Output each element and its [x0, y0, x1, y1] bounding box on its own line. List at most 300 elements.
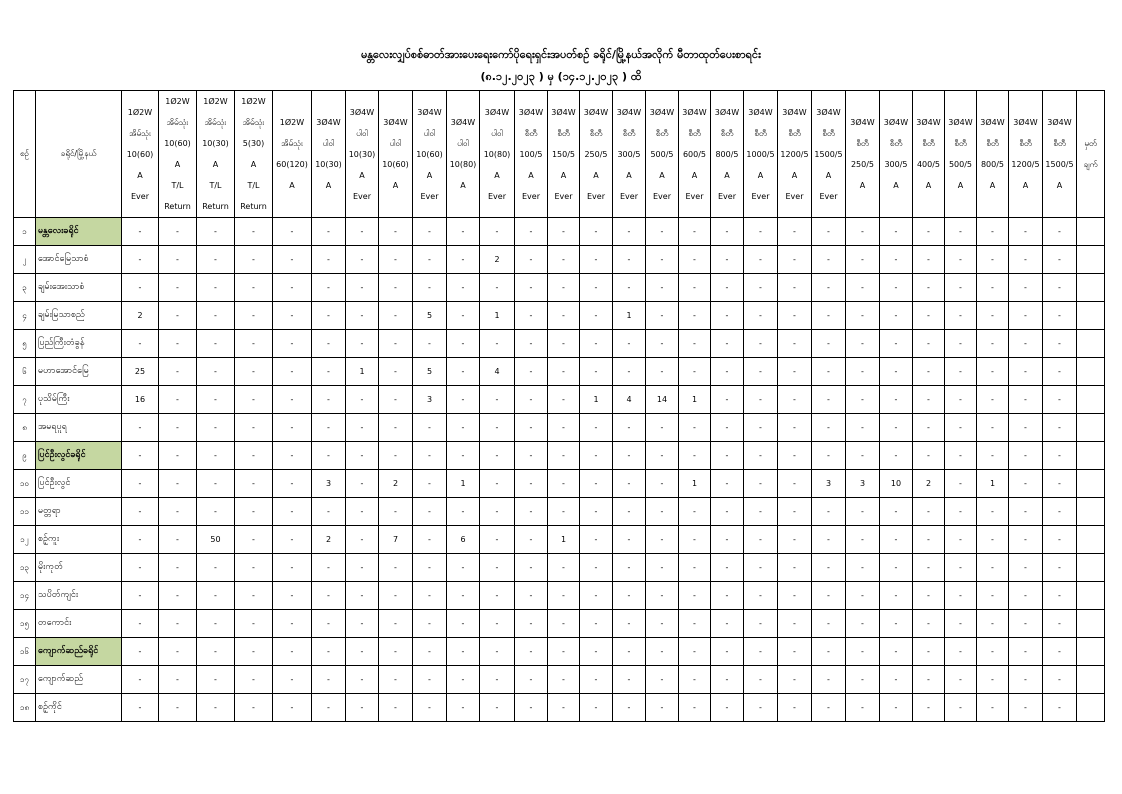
- header-line: Return: [202, 202, 229, 211]
- meter-count-cell: -: [480, 442, 515, 470]
- meter-count-cell: -: [945, 638, 977, 666]
- meter-count-cell: -: [744, 610, 778, 638]
- meter-count-cell: -: [346, 442, 379, 470]
- meter-count-cell: -: [447, 246, 480, 274]
- meter-count-cell: -: [744, 470, 778, 498]
- table-row: [14, 526, 1105, 554]
- meter-count-cell: -: [646, 218, 679, 246]
- meter-count-cell: -: [1009, 274, 1043, 302]
- meter-count-cell: -: [1043, 386, 1077, 414]
- meter-count-cell: -: [515, 526, 548, 554]
- header-line: 10(30): [315, 160, 342, 169]
- meter-count-cell: -: [945, 694, 977, 722]
- meter-count-cell: -: [379, 246, 413, 274]
- header-col-8: [379, 91, 413, 218]
- meter-count-cell: -: [679, 274, 711, 302]
- meter-count-cell: -: [515, 330, 548, 358]
- meter-count-cell: -: [945, 358, 977, 386]
- meter-count-cell: 1: [977, 470, 1009, 498]
- header-line: 1500/5: [814, 149, 843, 159]
- meter-count-cell: -: [480, 638, 515, 666]
- meter-count-cell: -: [379, 638, 413, 666]
- meter-count-cell: -: [580, 498, 613, 526]
- meter-count-cell: -: [744, 666, 778, 694]
- meter-count-cell: 1: [346, 358, 379, 386]
- meter-count-cell: -: [977, 582, 1009, 610]
- meter-count-cell: -: [346, 554, 379, 582]
- header-line: A: [359, 170, 365, 180]
- meter-count-cell: -: [159, 498, 197, 526]
- meter-count-cell: -: [646, 610, 679, 638]
- meter-count-cell: -: [122, 526, 159, 554]
- remark-cell: [1077, 218, 1105, 246]
- meter-count-cell: -: [913, 638, 945, 666]
- township-name: မတ္တရာ: [36, 498, 122, 526]
- meter-count-cell: -: [580, 330, 613, 358]
- header-line: အိမ်သုံး: [129, 128, 151, 138]
- meter-count-cell: -: [580, 526, 613, 554]
- meter-count-cell: -: [548, 442, 580, 470]
- meter-count-cell: -: [447, 554, 480, 582]
- meter-count-cell: -: [778, 470, 812, 498]
- header-line: A: [957, 181, 964, 190]
- row-sr: ၉: [14, 442, 36, 470]
- meter-count-cell: -: [515, 638, 548, 666]
- township-name: စဉ့်ကိုင်: [36, 694, 122, 722]
- meter-count-cell: -: [977, 610, 1009, 638]
- header-line: ချက်: [1083, 160, 1098, 169]
- meter-count-cell: -: [711, 274, 744, 302]
- meter-count-cell: -: [346, 330, 379, 358]
- table-row: [14, 218, 1105, 246]
- header-line: A: [1056, 181, 1063, 190]
- township-name: မိုးကုတ်: [36, 554, 122, 582]
- meter-count-cell: -: [235, 330, 273, 358]
- remark-cell: [1077, 582, 1105, 610]
- meter-count-cell: -: [197, 246, 235, 274]
- meter-count-cell: -: [778, 274, 812, 302]
- meter-count-cell: -: [846, 302, 880, 330]
- meter-count-cell: 50: [197, 526, 235, 554]
- header-line: Return: [240, 202, 267, 211]
- header-line: A: [528, 170, 534, 180]
- meter-count-cell: -: [846, 498, 880, 526]
- meter-count-cell: -: [778, 302, 812, 330]
- meter-count-cell: -: [447, 498, 480, 526]
- header-line: ပါဝါ: [356, 128, 368, 138]
- meter-count-cell: -: [413, 666, 447, 694]
- meter-count-cell: 1: [480, 302, 515, 330]
- meter-count-cell: -: [744, 414, 778, 442]
- meter-count-cell: -: [880, 414, 913, 442]
- header-name: ခရိုင်/မြို့နယ်: [36, 91, 122, 218]
- meter-count-cell: -: [312, 582, 346, 610]
- header-line: ပါဝါ: [457, 139, 469, 148]
- header-line: Ever: [353, 191, 371, 201]
- meter-count-cell: -: [711, 302, 744, 330]
- header-line: Ever: [522, 191, 540, 201]
- meter-count-cell: -: [235, 526, 273, 554]
- meter-count-cell: -: [515, 666, 548, 694]
- remark-cell: [1077, 246, 1105, 274]
- header-line: A: [659, 170, 665, 180]
- meter-count-cell: -: [679, 638, 711, 666]
- meter-count-cell: -: [846, 610, 880, 638]
- header-line: 10(60): [126, 149, 154, 159]
- header-line: A: [626, 170, 632, 180]
- meter-count-cell: -: [379, 358, 413, 386]
- header-line: Ever: [420, 191, 439, 201]
- meter-count-cell: -: [480, 610, 515, 638]
- header-line: 1Ø2W: [127, 107, 153, 117]
- meter-count-cell: -: [548, 498, 580, 526]
- header-line: 3Ø4W: [980, 118, 1005, 127]
- meter-count-cell: -: [977, 638, 1009, 666]
- meter-count-cell: -: [273, 638, 312, 666]
- meter-count-cell: 2: [122, 302, 159, 330]
- meter-count-cell: -: [447, 302, 480, 330]
- meter-count-cell: 4: [480, 358, 515, 386]
- meter-count-cell: -: [846, 666, 880, 694]
- meter-count-cell: -: [1009, 218, 1043, 246]
- meter-count-cell: -: [515, 414, 548, 442]
- header-line: A: [137, 170, 143, 180]
- meter-count-cell: -: [515, 442, 548, 470]
- meter-count-cell: 2: [379, 470, 413, 498]
- table-row: [14, 470, 1105, 498]
- meter-count-cell: -: [480, 386, 515, 414]
- header-line: A: [691, 170, 698, 180]
- meter-count-cell: -: [778, 666, 812, 694]
- header-line: 3Ø4W: [349, 107, 375, 117]
- header-line: 500/5: [948, 160, 973, 169]
- meter-count-cell: -: [977, 526, 1009, 554]
- meter-count-cell: -: [379, 694, 413, 722]
- meter-count-cell: -: [744, 498, 778, 526]
- header-col-5: [273, 91, 312, 218]
- meter-count-cell: -: [846, 274, 880, 302]
- meter-count-cell: -: [197, 386, 235, 414]
- meter-count-cell: -: [913, 302, 945, 330]
- meter-count-cell: 1: [679, 386, 711, 414]
- remark-cell: [1077, 666, 1105, 694]
- table-row: [14, 330, 1105, 358]
- meter-count-cell: -: [646, 302, 679, 330]
- meter-count-cell: -: [548, 554, 580, 582]
- meter-count-cell: -: [159, 582, 197, 610]
- meter-count-cell: -: [913, 610, 945, 638]
- meter-count-cell: -: [945, 218, 977, 246]
- meter-count-cell: -: [197, 302, 235, 330]
- meter-count-cell: -: [273, 666, 312, 694]
- meter-count-cell: -: [413, 610, 447, 638]
- header-line: 1200/5: [780, 149, 809, 159]
- meter-count-cell: -: [379, 330, 413, 358]
- meter-count-cell: -: [273, 274, 312, 302]
- meter-count-cell: -: [413, 694, 447, 722]
- remark-cell: [1077, 470, 1105, 498]
- meter-count-cell: -: [613, 554, 646, 582]
- meter-count-cell: -: [1009, 414, 1043, 442]
- meter-count-cell: -: [1043, 274, 1077, 302]
- meter-count-cell: -: [778, 498, 812, 526]
- meter-count-cell: -: [447, 610, 480, 638]
- header-line: အိမ်သုံး: [204, 118, 227, 127]
- header-line: A: [859, 181, 866, 190]
- meter-count-cell: -: [913, 274, 945, 302]
- meter-count-cell: -: [122, 610, 159, 638]
- meter-count-cell: -: [122, 414, 159, 442]
- header-line: T/L: [171, 181, 184, 190]
- meter-count-cell: -: [480, 694, 515, 722]
- meter-count-cell: -: [312, 218, 346, 246]
- meter-table: [13, 90, 1105, 722]
- meter-count-cell: -: [945, 386, 977, 414]
- meter-count-cell: -: [913, 386, 945, 414]
- meter-count-cell: -: [977, 694, 1009, 722]
- header-col-9: [413, 91, 447, 218]
- meter-count-cell: -: [548, 246, 580, 274]
- meter-count-cell: -: [1009, 526, 1043, 554]
- meter-count-cell: -: [273, 470, 312, 498]
- meter-count-cell: -: [379, 414, 413, 442]
- meter-count-cell: -: [945, 610, 977, 638]
- meter-count-cell: -: [646, 582, 679, 610]
- meter-count-cell: -: [812, 610, 846, 638]
- header-col-7: [346, 91, 379, 218]
- meter-count-cell: -: [945, 582, 977, 610]
- meter-count-cell: -: [548, 358, 580, 386]
- meter-count-cell: -: [235, 246, 273, 274]
- table-row: [14, 246, 1105, 274]
- meter-count-cell: -: [613, 610, 646, 638]
- header-line: 1Ø2W: [279, 118, 305, 127]
- meter-count-cell: -: [846, 330, 880, 358]
- meter-count-cell: -: [197, 358, 235, 386]
- meter-count-cell: -: [1043, 442, 1077, 470]
- meter-count-cell: -: [159, 274, 197, 302]
- meter-count-cell: -: [122, 246, 159, 274]
- township-name: သပိတ်ကျင်း: [36, 582, 122, 610]
- header-line: 3Ø4W: [616, 107, 642, 117]
- meter-count-cell: -: [812, 582, 846, 610]
- meter-count-cell: -: [711, 582, 744, 610]
- meter-count-cell: -: [159, 218, 197, 246]
- meter-count-cell: -: [711, 218, 744, 246]
- meter-count-cell: -: [711, 694, 744, 722]
- meter-count-cell: -: [580, 246, 613, 274]
- meter-count-cell: -: [613, 498, 646, 526]
- remark-cell: [1077, 554, 1105, 582]
- meter-count-cell: -: [646, 498, 679, 526]
- header-col-15: [613, 91, 646, 218]
- meter-count-cell: -: [1009, 638, 1043, 666]
- header-line: ပါဝါ: [322, 139, 335, 148]
- header-col-10: [447, 91, 480, 218]
- meter-count-cell: -: [977, 358, 1009, 386]
- meter-count-cell: -: [646, 526, 679, 554]
- meter-count-cell: -: [159, 638, 197, 666]
- meter-count-cell: -: [613, 526, 646, 554]
- meter-count-cell: -: [812, 694, 846, 722]
- meter-count-cell: -: [159, 666, 197, 694]
- meter-count-cell: -: [273, 302, 312, 330]
- meter-count-cell: -: [711, 526, 744, 554]
- meter-count-cell: -: [1009, 666, 1043, 694]
- header-line: A: [460, 181, 466, 190]
- meter-count-cell: -: [515, 498, 548, 526]
- header-line: 10(60): [382, 160, 409, 169]
- meter-count-cell: 6: [447, 526, 480, 554]
- header-line: Ever: [751, 191, 770, 201]
- meter-count-cell: -: [1009, 694, 1043, 722]
- meter-count-cell: -: [515, 554, 548, 582]
- header-line: Ever: [718, 191, 736, 201]
- header-line: 3Ø4W: [518, 107, 544, 117]
- meter-count-cell: 1: [679, 470, 711, 498]
- meter-count-cell: 14: [646, 386, 679, 414]
- meter-count-cell: -: [312, 554, 346, 582]
- table-row: [14, 694, 1105, 722]
- meter-count-cell: -: [679, 526, 711, 554]
- header-line: 3Ø4W: [1047, 118, 1072, 127]
- meter-count-cell: -: [235, 694, 273, 722]
- meter-count-cell: -: [515, 246, 548, 274]
- meter-count-cell: -: [679, 302, 711, 330]
- header-line: စီတီ: [856, 139, 869, 148]
- header-col-27: [1009, 91, 1043, 218]
- meter-count-cell: -: [880, 358, 913, 386]
- header-line: စီတီ: [720, 128, 734, 138]
- meter-count-cell: -: [646, 330, 679, 358]
- meter-count-cell: -: [346, 526, 379, 554]
- meter-count-cell: -: [548, 470, 580, 498]
- meter-count-cell: -: [515, 694, 548, 722]
- header-line: 250/5: [584, 149, 608, 159]
- meter-count-cell: -: [880, 554, 913, 582]
- meter-count-cell: -: [413, 582, 447, 610]
- meter-count-cell: -: [197, 554, 235, 582]
- meter-count-cell: -: [711, 246, 744, 274]
- table-row: [14, 358, 1105, 386]
- meter-count-cell: -: [744, 694, 778, 722]
- meter-count-cell: -: [548, 582, 580, 610]
- remark-cell: [1077, 386, 1105, 414]
- meter-count-cell: -: [159, 302, 197, 330]
- meter-count-cell: -: [778, 330, 812, 358]
- meter-count-cell: -: [711, 498, 744, 526]
- meter-count-cell: -: [846, 442, 880, 470]
- meter-count-cell: -: [312, 358, 346, 386]
- meter-count-cell: -: [880, 302, 913, 330]
- meter-count-cell: -: [679, 330, 711, 358]
- header-line: Ever: [554, 191, 573, 201]
- header-line: ပါဝါ: [389, 139, 402, 148]
- header-line: 100/5: [519, 149, 543, 159]
- header-line: Ever: [685, 191, 704, 201]
- header-line: စီတီ: [889, 139, 903, 148]
- meter-count-cell: -: [711, 554, 744, 582]
- meter-count-cell: -: [273, 610, 312, 638]
- meter-count-cell: -: [880, 498, 913, 526]
- meter-count-cell: -: [778, 582, 812, 610]
- meter-count-cell: -: [480, 330, 515, 358]
- meter-count-cell: -: [744, 638, 778, 666]
- row-sr: ၃: [14, 274, 36, 302]
- meter-count-cell: -: [447, 638, 480, 666]
- header-line: စီတီ: [986, 139, 999, 148]
- meter-count-cell: -: [1009, 554, 1043, 582]
- header-line: စီတီ: [524, 128, 538, 138]
- header-line: A: [426, 170, 433, 180]
- meter-count-cell: -: [913, 330, 945, 358]
- meter-count-cell: -: [379, 498, 413, 526]
- meter-count-cell: -: [778, 414, 812, 442]
- meter-count-cell: -: [1009, 610, 1043, 638]
- meter-count-cell: -: [548, 218, 580, 246]
- remark-cell: [1077, 358, 1105, 386]
- header-line: Return: [164, 202, 191, 211]
- header-col-1: [122, 91, 159, 218]
- meter-count-cell: -: [913, 414, 945, 442]
- meter-count-cell: -: [480, 526, 515, 554]
- meter-count-cell: -: [1043, 610, 1077, 638]
- meter-count-cell: -: [744, 358, 778, 386]
- header-line: A: [825, 170, 832, 180]
- township-name: ပြင်ဦးလွင်: [36, 470, 122, 498]
- meter-count-cell: -: [379, 610, 413, 638]
- header-line: 250/5: [850, 160, 875, 169]
- header-col-17: [679, 91, 711, 218]
- meter-count-cell: -: [447, 274, 480, 302]
- meter-count-cell: -: [846, 638, 880, 666]
- meter-count-cell: -: [613, 694, 646, 722]
- meter-count-cell: -: [515, 470, 548, 498]
- meter-count-cell: -: [1043, 414, 1077, 442]
- meter-count-cell: -: [548, 414, 580, 442]
- meter-count-cell: -: [913, 246, 945, 274]
- meter-count-cell: -: [613, 246, 646, 274]
- meter-count-cell: -: [945, 274, 977, 302]
- meter-count-cell: -: [413, 470, 447, 498]
- district-name: မန္တလေးခရိုင်: [36, 218, 122, 246]
- header-line: 60(120): [276, 160, 308, 169]
- meter-count-cell: -: [711, 666, 744, 694]
- meter-count-cell: -: [977, 330, 1009, 358]
- meter-count-cell: -: [122, 638, 159, 666]
- meter-count-cell: -: [548, 694, 580, 722]
- meter-count-cell: -: [580, 610, 613, 638]
- meter-count-cell: 3: [312, 470, 346, 498]
- meter-count-cell: -: [613, 358, 646, 386]
- meter-count-cell: -: [646, 274, 679, 302]
- meter-count-cell: -: [159, 246, 197, 274]
- meter-count-cell: -: [846, 414, 880, 442]
- meter-count-cell: -: [880, 694, 913, 722]
- header-line: 1Ø2W: [241, 97, 266, 106]
- meter-count-cell: -: [1009, 442, 1043, 470]
- meter-count-cell: -: [977, 302, 1009, 330]
- meter-count-cell: -: [646, 666, 679, 694]
- header-col-21: [812, 91, 846, 218]
- meter-count-cell: -: [122, 582, 159, 610]
- meter-count-cell: -: [235, 218, 273, 246]
- meter-count-cell: -: [1009, 330, 1043, 358]
- header-col-16: [646, 91, 679, 218]
- meter-count-cell: -: [480, 274, 515, 302]
- table-row: [14, 666, 1105, 694]
- remark-cell: [1077, 638, 1105, 666]
